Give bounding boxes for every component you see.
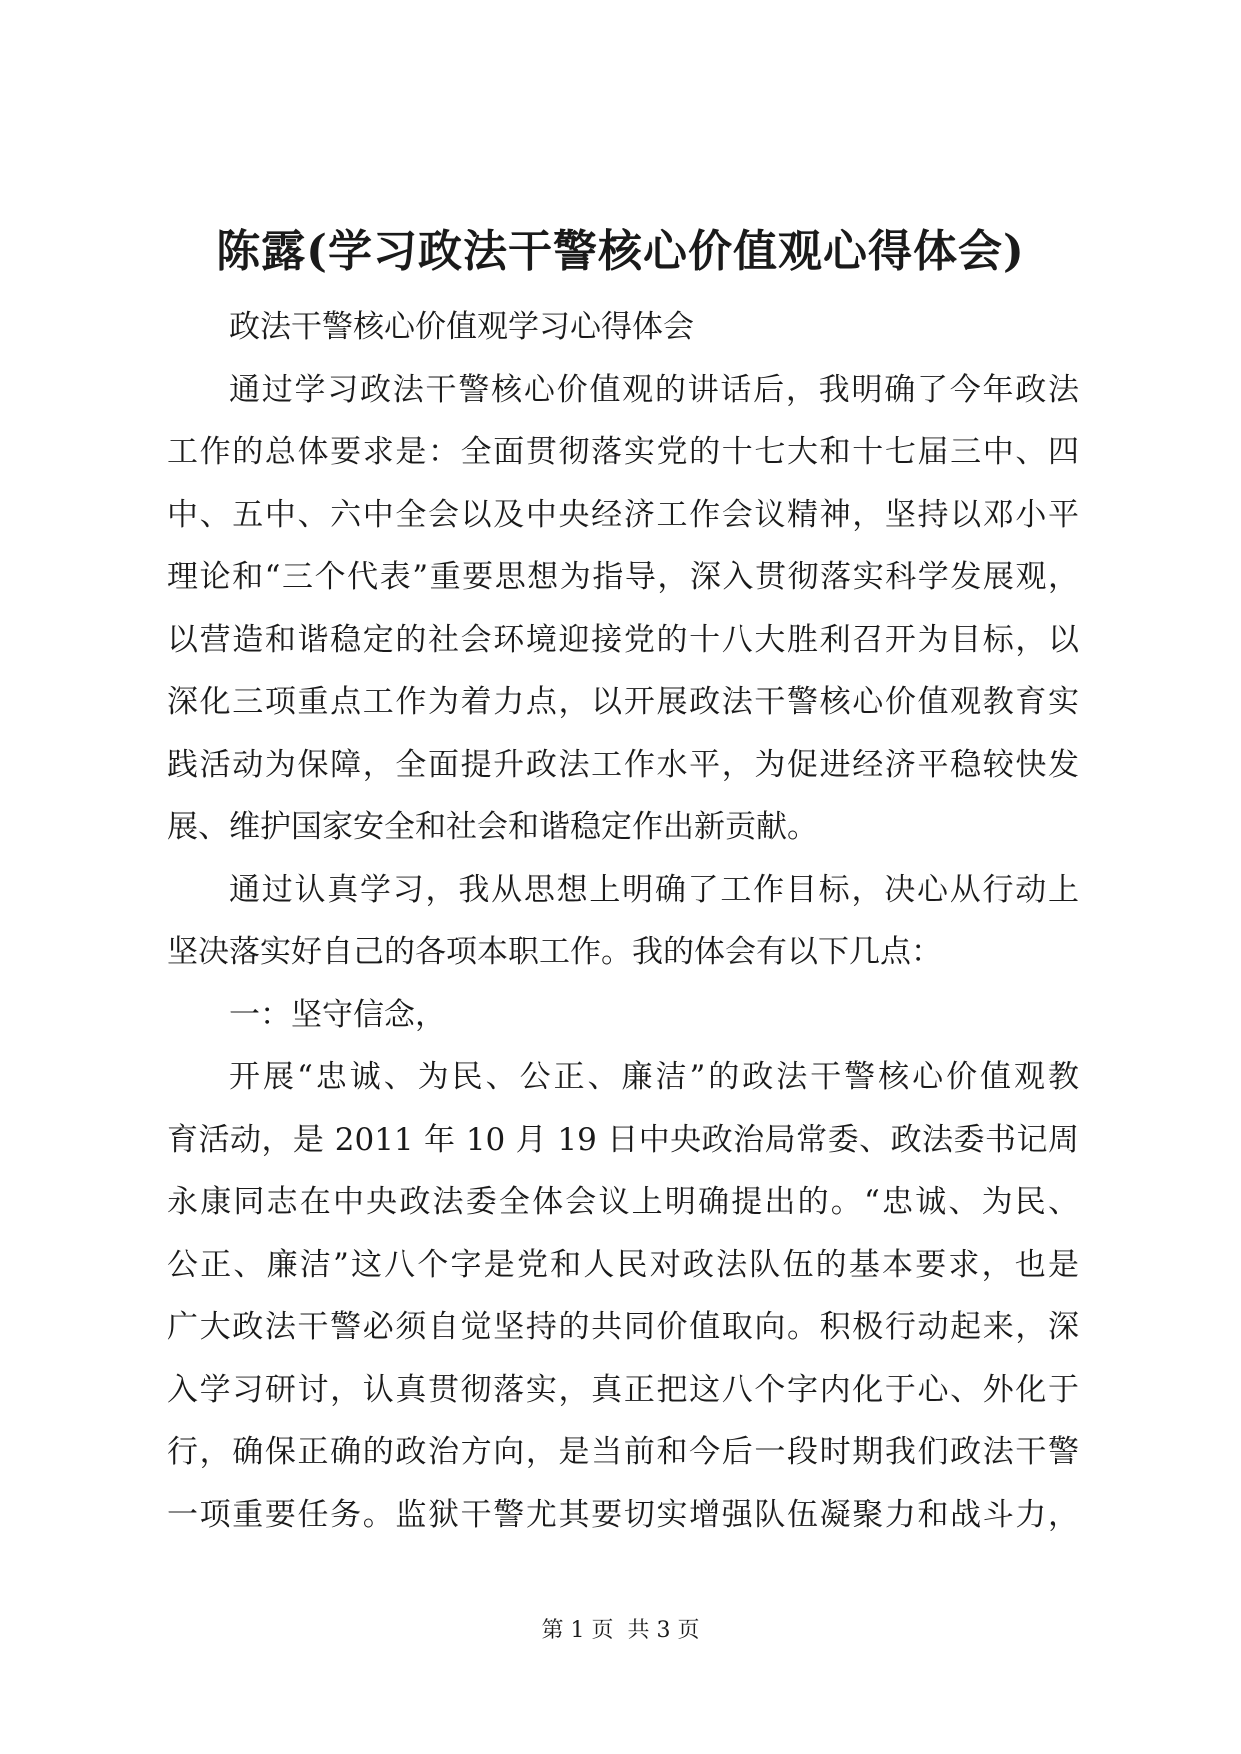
body-text-line: 通过学习政法干警核心价值观的讲话后，我明确了今年政法 (229, 371, 1079, 408)
body-text-line: 广大政法干警必须自觉坚持的共同价值取向。积极行动起来，深 (167, 1309, 1079, 1345)
body-text-line: 公正、廉洁”这八个字是党和人民对政法队伍的基本要求，也是 (167, 1246, 1079, 1283)
body-text-line: 以营造和谐稳定的社会环境迎接党的十八大胜利召开为目标，以 (167, 621, 1079, 658)
body-text-line: 通过认真学习，我从思想上明确了工作目标，决心从行动上 (229, 871, 1079, 908)
body-text-line: 一：坚守信念， (229, 996, 446, 1033)
body-text-line: 开展“忠诚、为民、公正、廉洁”的政法干警核心价值观教 (229, 1059, 1079, 1095)
body-text-line: 践活动为保障，全面提升政法工作水平，为促进经济平稳较快发 (167, 746, 1079, 783)
body-text-line: 行，确保正确的政治方向，是当前和今后一段时期我们政法干警 (167, 1434, 1079, 1470)
body-text-line: 理论和“三个代表”重要思想为指导，深入贯彻落实科学发展观， (167, 559, 1079, 595)
body-text-line: 入学习研讨，认真贯彻落实，真正把这八个字内化于心、外化于 (167, 1371, 1079, 1408)
document-title: 陈露(学习政法干警核心价值观心得体会) (216, 226, 1025, 277)
body-text-line: 永康同志在中央政法委全体会议上明确提出的。“忠诚、为民、 (167, 1184, 1079, 1220)
body-text-line: 深化三项重点工作为着力点，以开展政法干警核心价值观教育实 (167, 684, 1079, 720)
body-text-line: 中、五中、六中全会以及中央经济工作会议精神，坚持以邓小平 (167, 496, 1079, 533)
body-text-line: 工作的总体要求是：全面贯彻落实党的十七大和十七届三中、四 (167, 434, 1079, 470)
body-text-line: 育活动，是 2011 年 10 月 19 日中央政治局常委、政法委书记周 (167, 1121, 1079, 1158)
body-text-line: 政法干警核心价值观学习心得体会 (229, 309, 694, 345)
body-text-line: 一项重要任务。监狱干警尤其要切实增强队伍凝聚力和战斗力， (167, 1496, 1079, 1533)
body-text-line: 展、维护国家安全和社会和谐稳定作出新贡献。 (167, 809, 818, 845)
page-footer: 第 1 页 共 3 页 (541, 1618, 700, 1643)
body-text-line: 坚决落实好自己的各项本职工作。我的体会有以下几点： (167, 934, 942, 970)
document-body (167, 296, 1079, 1546)
